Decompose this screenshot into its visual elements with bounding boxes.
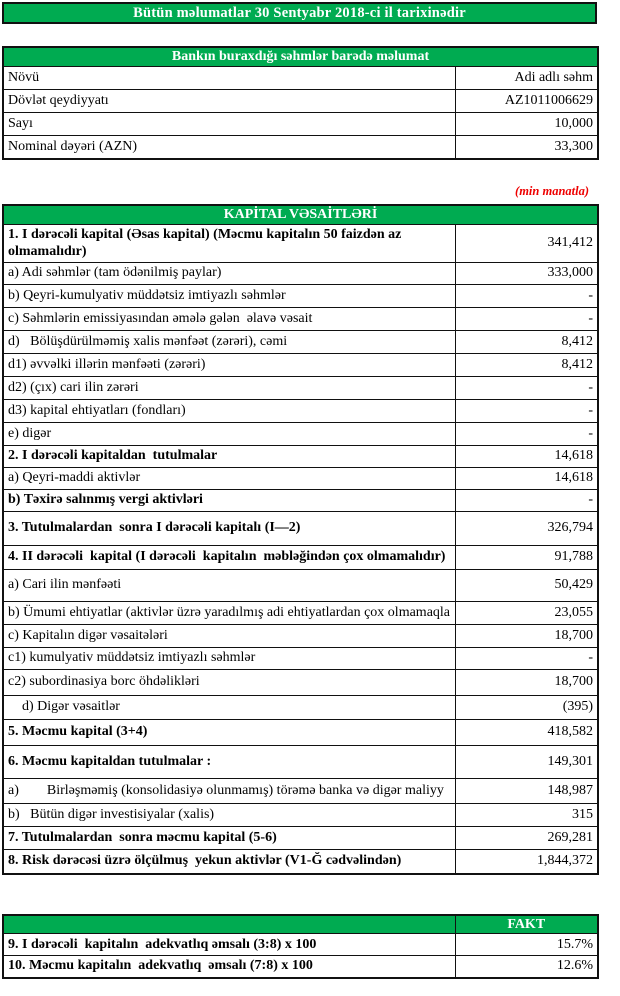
table-row: [3, 601, 598, 624]
row-label: 4. II dərəcəli kapital (I dərəcəli kapitalın məbləğindən çox olmamalıdır): [3, 545, 455, 569]
row-label: a) Qeyri-maddi aktivlər: [3, 467, 455, 489]
row-label: d2) (çıx) cari ilin zərəri: [3, 376, 455, 399]
row-value: 18,700: [455, 624, 598, 647]
row-label: Nominal dəyəri (AZN): [3, 136, 455, 159]
table-row: [3, 489, 598, 511]
row-value: 269,281: [455, 826, 598, 849]
table-row: [3, 545, 598, 569]
row-value: 8,412: [455, 353, 598, 376]
row-value: Adi adlı səhm: [455, 67, 598, 90]
capital-table: [2, 204, 599, 876]
ratios-header-empty-cell: [3, 915, 455, 934]
row-label: 6. Məcmu kapitaldan tutulmalar :: [3, 745, 455, 778]
row-label: 2. I dərəcəli kapitaldan tutulmalar: [3, 445, 455, 467]
capital-table-title: KAPİTAL VƏSAİTLƏRİ: [3, 205, 598, 225]
row-value: 14,618: [455, 445, 598, 467]
row-label: b) Təxirə salınmış vergi aktivləri: [3, 489, 455, 511]
row-label: c) Kapitalın digər vəsaitələri: [3, 624, 455, 647]
row-value: 315: [455, 803, 598, 826]
row-label: 7. Tutulmalardan sonra məcmu kapital (5-6): [3, 826, 455, 849]
row-label: 8. Risk dərəcəsi üzrə ölçülmuş yekun aktivlər (V1-Ğ cədvəlindən): [3, 849, 455, 874]
table-row: [3, 445, 598, 467]
table-row: [3, 136, 598, 159]
row-value: 18,700: [455, 669, 598, 695]
row-value: 418,582: [455, 719, 598, 745]
table-row: [3, 849, 598, 874]
row-label: 9. I dərəcəli kapitalın adekvatlıq əmsalı (3:8) x 100: [3, 934, 455, 956]
table-row: [3, 467, 598, 489]
table-row: [3, 67, 598, 90]
row-label: b) Ümumi ehtiyatlar (aktivlər üzrə yaradılmış adi ehtiyatlardan çox olmamaqla: [3, 601, 455, 624]
row-value: AZ1011006629: [455, 90, 598, 113]
row-value: 148,987: [455, 778, 598, 803]
row-label: Sayı: [3, 113, 455, 136]
table-row: [3, 803, 598, 826]
shares-table-header-row: [3, 47, 598, 67]
row-value: 12.6%: [455, 956, 598, 978]
row-value: 15.7%: [455, 934, 598, 956]
table-row: [3, 719, 598, 745]
report-date-banner: [2, 2, 597, 24]
row-label: a) Adi səhmlər (tam ödənilmiş paylar): [3, 262, 455, 284]
ratios-table-header-row: [3, 915, 598, 934]
row-label: 10. Məcmu kapitalın adekvatlıq əmsalı (7:8) x 100: [3, 956, 455, 978]
report-page: [0, 2, 620, 979]
table-row: [3, 422, 598, 445]
row-label: c2) subordinasiya borc öhdəlikləri: [3, 669, 455, 695]
table-row: [3, 934, 598, 956]
table-row: [3, 262, 598, 284]
row-value: 10,000: [455, 113, 598, 136]
row-label: d1) əvvəlki illərin mənfəəti (zərəri): [3, 353, 455, 376]
table-row: [3, 695, 598, 719]
table-row: [3, 745, 598, 778]
row-label: a) Cari ilin mənfəəti: [3, 569, 455, 601]
row-value: -: [455, 307, 598, 330]
unit-note: (min manatla): [515, 183, 589, 198]
row-label: Dövlət qeydiyyatı: [3, 90, 455, 113]
row-value: -: [455, 376, 598, 399]
table-row: [3, 647, 598, 669]
ratios-header-fakt-cell: FAKT: [455, 915, 598, 934]
row-value: 333,000: [455, 262, 598, 284]
row-value: -: [455, 422, 598, 445]
row-value: 341,412: [455, 224, 598, 262]
row-label: Növü: [3, 67, 455, 90]
row-label: 5. Məcmu kapital (3+4): [3, 719, 455, 745]
row-value: -: [455, 489, 598, 511]
row-label: c) Səhmlərin emissiyasından əmələ gələn əlavə vəsait: [3, 307, 455, 330]
table-row: [3, 284, 598, 307]
row-value: 326,794: [455, 511, 598, 545]
row-value: -: [455, 399, 598, 422]
row-value: 149,301: [455, 745, 598, 778]
table-row: [3, 511, 598, 545]
table-row: [3, 307, 598, 330]
table-row: [3, 399, 598, 422]
spacer: [0, 875, 620, 914]
row-value: 50,429: [455, 569, 598, 601]
row-label: 1. I dərəcəli kapital (Əsas kapital) (Məcmu kapitalın 50 faizdən az olmamalıdır): [3, 224, 455, 262]
row-value: -: [455, 647, 598, 669]
row-value: 14,618: [455, 467, 598, 489]
row-value: (395): [455, 695, 598, 719]
table-row: [3, 376, 598, 399]
row-value: 1,844,372: [455, 849, 598, 874]
row-label: c1) kumulyativ müddətsiz imtiyazlı səhmlər: [3, 647, 455, 669]
shares-table: [2, 46, 599, 160]
row-value: 33,300: [455, 136, 598, 159]
table-row: [3, 569, 598, 601]
row-label: d3) kapital ehtiyatları (fondları): [3, 399, 455, 422]
row-value: 91,788: [455, 545, 598, 569]
capital-table-header-row: [3, 205, 598, 225]
table-row: [3, 224, 598, 262]
row-label: e) digər: [3, 422, 455, 445]
table-row: [3, 330, 598, 353]
table-row: [3, 826, 598, 849]
report-date-text: Bütün məlumatlar 30 Sentyabr 2018-ci il tarixinədir: [133, 4, 466, 21]
row-label: d) Digər vəsaitlər: [3, 695, 455, 719]
row-value: -: [455, 284, 598, 307]
row-label: 3. Tutulmalardan sonra I dərəcəli kapitalı (I—2): [3, 511, 455, 545]
table-row: [3, 624, 598, 647]
row-label: b) Bütün digər investisiyalar (xalis): [3, 803, 455, 826]
table-row: [3, 113, 598, 136]
table-row: [3, 353, 598, 376]
table-row: [3, 956, 598, 978]
row-label: b) Qeyri-kumulyativ müddətsiz imtiyazlı səhmlər: [3, 284, 455, 307]
table-row: [3, 90, 598, 113]
row-value: 8,412: [455, 330, 598, 353]
row-label: a) Birləşməmiş (konsolidasiyə olunmamış) törəmə banka və digər maliyy: [3, 778, 455, 803]
shares-table-title: Bankın buraxdığı səhmlər barədə məlumat: [3, 47, 598, 67]
table-row: [3, 669, 598, 695]
row-value: 23,055: [455, 601, 598, 624]
ratios-table: [2, 914, 599, 979]
row-label: d) Bölüşdürülməmiş xalis mənfəət (zərəri), cəmi: [3, 330, 455, 353]
table-row: [3, 778, 598, 803]
